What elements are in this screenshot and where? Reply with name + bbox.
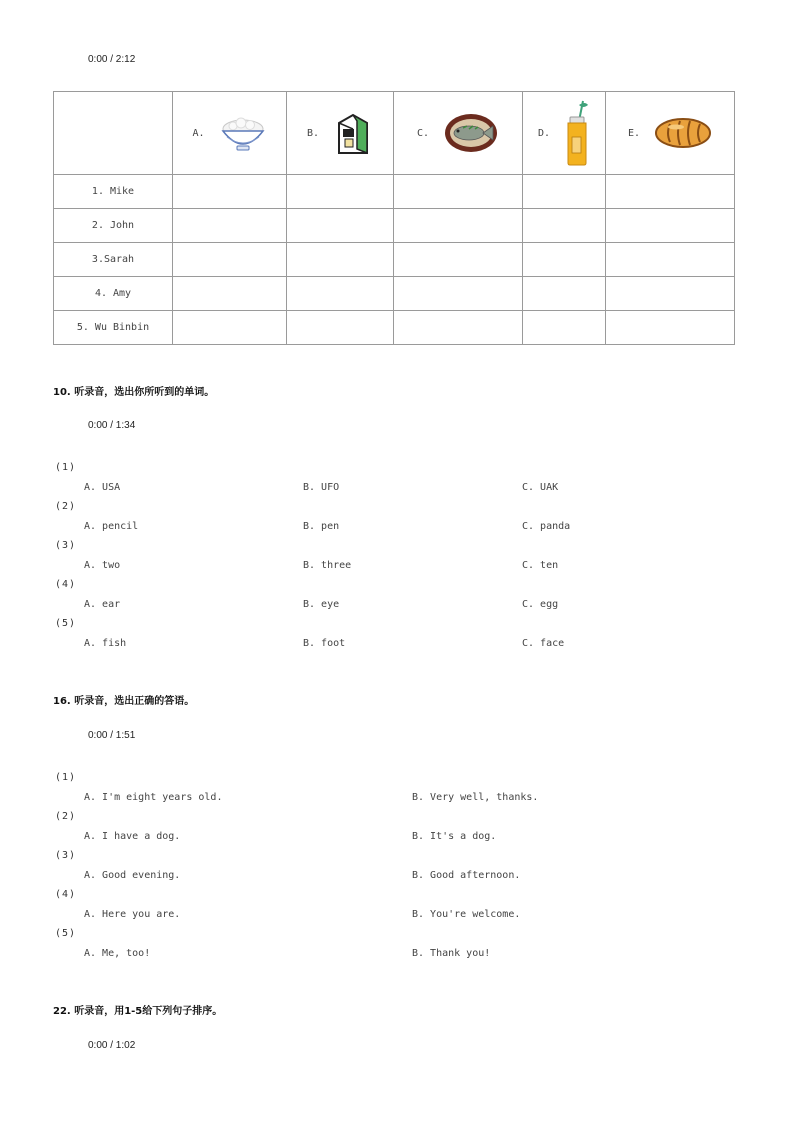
answer-cell[interactable] [523,243,606,277]
answer-cell[interactable] [287,243,394,277]
option-a[interactable]: A. Here you are. [84,909,181,920]
option-c[interactable]: C. ten [522,560,559,571]
question-number: (1) [55,462,77,473]
question-number: (5) [55,928,77,939]
table-row [54,175,735,209]
row-name: 2. John [54,209,173,243]
table-row [54,277,735,311]
audio-player-time[interactable]: 0:00 / 1:34 [88,420,136,431]
row-name: 4. Amy [54,277,173,311]
question-number: (3) [55,850,77,861]
option-a[interactable]: A. two [84,560,121,571]
table-row [54,311,735,345]
row-name: 1. Mike [54,175,173,209]
answer-cell[interactable] [394,277,523,311]
option-c[interactable]: C. UAK [522,482,559,493]
option-c[interactable]: C. face [522,638,565,649]
option-b[interactable]: B. eye [303,599,340,610]
option-b[interactable]: B. UFO [303,482,340,493]
fish-dish-icon [443,111,499,155]
option-c[interactable]: C. panda [522,521,571,532]
option-b[interactable]: B. Very well, thanks. [412,792,539,803]
option-b[interactable]: B. You're welcome. [412,909,521,920]
option-c[interactable]: C. egg [522,599,559,610]
juice-bottle-icon [564,99,590,167]
option-b[interactable]: B. It's a dog. [412,831,497,842]
option-a[interactable]: A. USA [84,482,121,493]
table-header-cell [394,92,523,175]
question-number: (4) [55,889,77,900]
answer-cell[interactable] [173,209,287,243]
table-header-cell [606,92,735,175]
option-a[interactable]: A. I'm eight years old. [84,792,223,803]
table-row [54,243,735,277]
bread-icon [654,116,712,150]
answer-cell[interactable] [606,175,735,209]
milk-carton-icon [333,109,373,157]
option-b[interactable]: B. Good afternoon. [412,870,521,881]
option-a[interactable]: A. Good evening. [84,870,181,881]
answer-cell[interactable] [606,311,735,345]
question-10-heading: 10. 听录音，选出你所听到的单词。 [53,387,215,398]
question-number: (1) [55,772,77,783]
answer-cell[interactable] [523,311,606,345]
question-number: (3) [55,540,77,551]
column-letter: D. [537,127,551,139]
option-a[interactable]: A. pencil [84,521,139,532]
answer-cell[interactable] [523,209,606,243]
option-b[interactable]: B. foot [303,638,346,649]
answer-cell[interactable] [606,277,735,311]
option-a[interactable]: A. ear [84,599,121,610]
table-corner-cell [54,92,173,175]
column-letter: C. [416,127,430,139]
answer-cell[interactable] [523,175,606,209]
column-letter: A. [192,127,205,139]
answer-cell[interactable] [394,311,523,345]
answer-cell[interactable] [606,209,735,243]
question-22-heading: 22. 听录音，用1-5给下列句子排序。 [53,1006,223,1017]
answer-cell[interactable] [394,175,523,209]
question-number: (4) [55,579,77,590]
option-b[interactable]: B. pen [303,521,340,532]
answer-cell[interactable] [173,311,287,345]
option-b[interactable]: B. three [303,560,352,571]
column-letter: B. [306,127,320,139]
answer-cell[interactable] [173,277,287,311]
answer-cell[interactable] [287,209,394,243]
question-number: (2) [55,501,77,512]
answer-cell[interactable] [287,311,394,345]
option-a[interactable]: A. I have a dog. [84,831,181,842]
audio-player-time[interactable]: 0:00 / 1:51 [88,730,136,741]
column-letter: E. [627,127,641,139]
food-table [53,91,735,345]
question-16-heading: 16. 听录音，选出正确的答语。 [53,696,195,707]
question-number: (2) [55,811,77,822]
answer-cell[interactable] [394,209,523,243]
answer-cell[interactable] [173,175,287,209]
table-header-cell [523,92,606,175]
table-header-row [54,92,735,175]
answer-cell[interactable] [523,277,606,311]
table-row [54,209,735,243]
table-header-cell [287,92,394,175]
audio-player-time[interactable]: 0:00 / 1:02 [88,1040,136,1051]
answer-cell[interactable] [287,175,394,209]
option-a[interactable]: A. fish [84,638,127,649]
answer-cell[interactable] [394,243,523,277]
option-b[interactable]: B. Thank you! [412,948,491,959]
question-number: (5) [55,618,77,629]
answer-cell[interactable] [173,243,287,277]
row-name: 5. Wu Binbin [54,311,173,345]
row-name: 3.Sarah [54,243,173,277]
answer-cell[interactable] [606,243,735,277]
answer-cell[interactable] [287,277,394,311]
table-header-cell [173,92,287,175]
audio-player-time[interactable]: 0:00 / 2:12 [88,54,136,65]
rice-bowl-icon [219,113,267,153]
option-a[interactable]: A. Me, too! [84,948,151,959]
